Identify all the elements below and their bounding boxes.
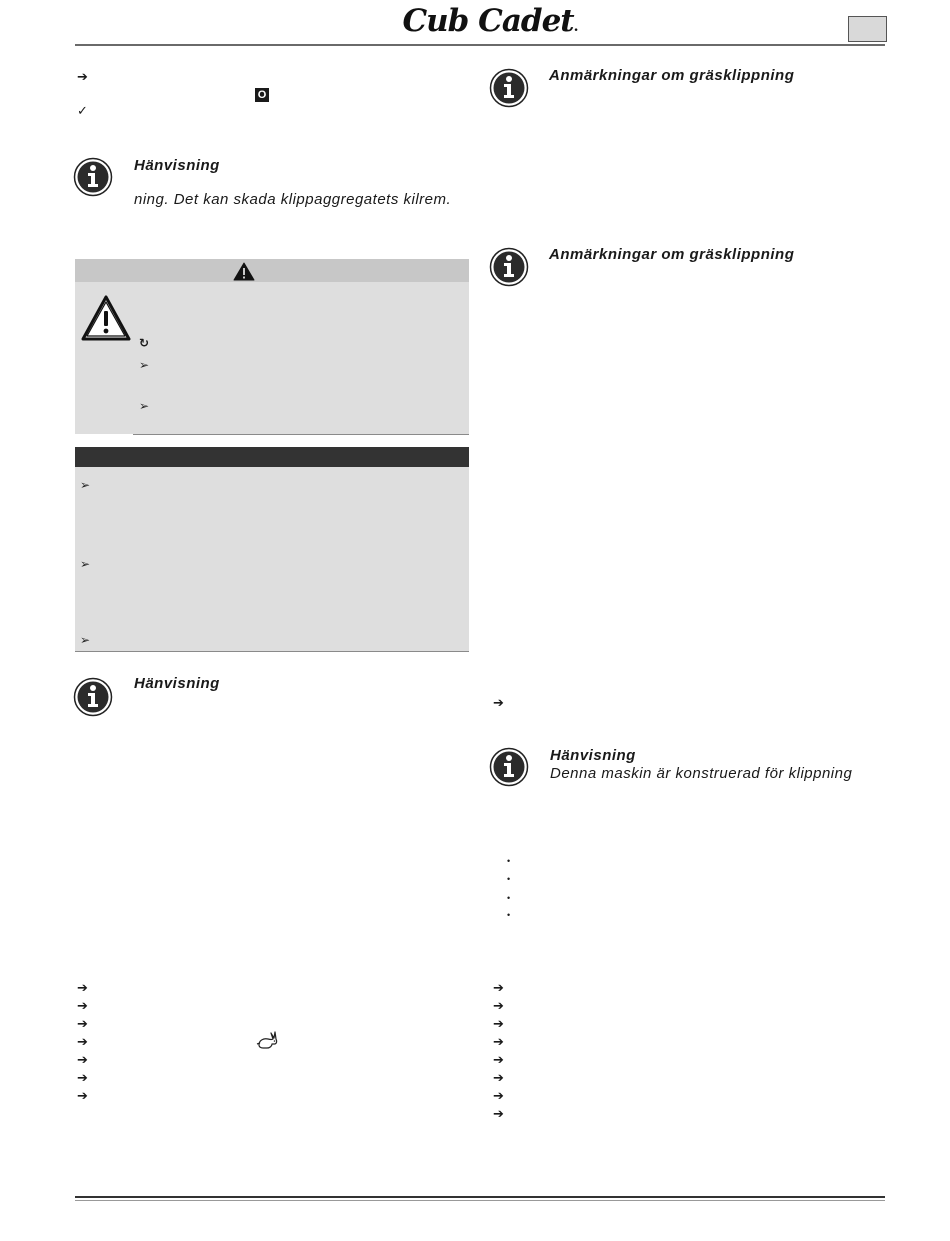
arrow-icon: ➔: [493, 1052, 504, 1067]
rabbit-fast-icon: [255, 1030, 279, 1052]
arrow-icon: ➔: [77, 1016, 88, 1031]
arrow-icon: ➔: [77, 980, 88, 995]
caution-body: [75, 467, 469, 652]
info-icon: [73, 157, 113, 197]
pointer-bullet-icon: ➢: [80, 633, 91, 647]
warning-large-icon: [80, 294, 132, 342]
note-heading: Hänvisning: [134, 157, 220, 174]
note-text: ning. Det kan skada klippaggregatets kilrem.: [134, 191, 452, 208]
bullet-icon: •: [507, 856, 511, 866]
note-heading: Hänvisning: [134, 675, 220, 692]
arrow-icon: ➔: [493, 998, 504, 1013]
warning-header: [75, 259, 469, 282]
note-text: Denna maskin är konstruerad för klippning: [550, 765, 853, 782]
arrow-icon: ➔: [493, 1016, 504, 1031]
pointer-bullet-icon: ➢: [80, 478, 91, 492]
brand-name: Cub Cadet: [402, 3, 574, 39]
arrow-icon: ➔: [493, 1070, 504, 1085]
return-icon: ↻: [139, 336, 150, 350]
note-heading: Anmärkningar om gräsklippning: [549, 246, 795, 263]
bullet-icon: •: [507, 874, 511, 884]
footer-rule-thin: [75, 1200, 885, 1201]
info-icon: [489, 68, 529, 108]
off-key-symbol: O: [255, 88, 269, 102]
brand-logo: [400, 4, 580, 38]
arrow-icon: ➔: [77, 1070, 88, 1085]
arrow-icon: ➔: [77, 1052, 88, 1067]
pointer-bullet-icon: ➢: [139, 358, 150, 372]
arrow-icon: ➔: [77, 69, 88, 84]
arrow-icon: ➔: [493, 695, 504, 710]
warning-body: [75, 282, 469, 434]
warning-divider: [133, 434, 469, 435]
warning-triangle-icon: [233, 262, 255, 281]
info-icon: [73, 677, 113, 717]
check-icon: ✓: [77, 103, 88, 118]
bullet-icon: •: [507, 893, 511, 903]
bullet-icon: •: [507, 910, 511, 920]
language-tab: [848, 16, 887, 42]
info-icon: [489, 247, 529, 287]
header-rule: [75, 44, 885, 46]
pointer-bullet-icon: ➢: [80, 557, 91, 571]
arrow-icon: ➔: [77, 998, 88, 1013]
arrow-icon: ➔: [493, 1106, 504, 1121]
note-heading: Anmärkningar om gräsklippning: [549, 67, 795, 84]
arrow-icon: ➔: [493, 1088, 504, 1103]
arrow-icon: ➔: [77, 1088, 88, 1103]
note-heading: Hänvisning: [550, 747, 636, 764]
caution-header: [75, 447, 469, 467]
arrow-icon: ➔: [493, 1034, 504, 1049]
arrow-icon: ➔: [77, 1034, 88, 1049]
arrow-icon: ➔: [493, 980, 504, 995]
pointer-bullet-icon: ➢: [139, 399, 150, 413]
footer-rule: [75, 1196, 885, 1198]
info-icon: [489, 747, 529, 787]
brand-mark: .: [573, 19, 578, 35]
